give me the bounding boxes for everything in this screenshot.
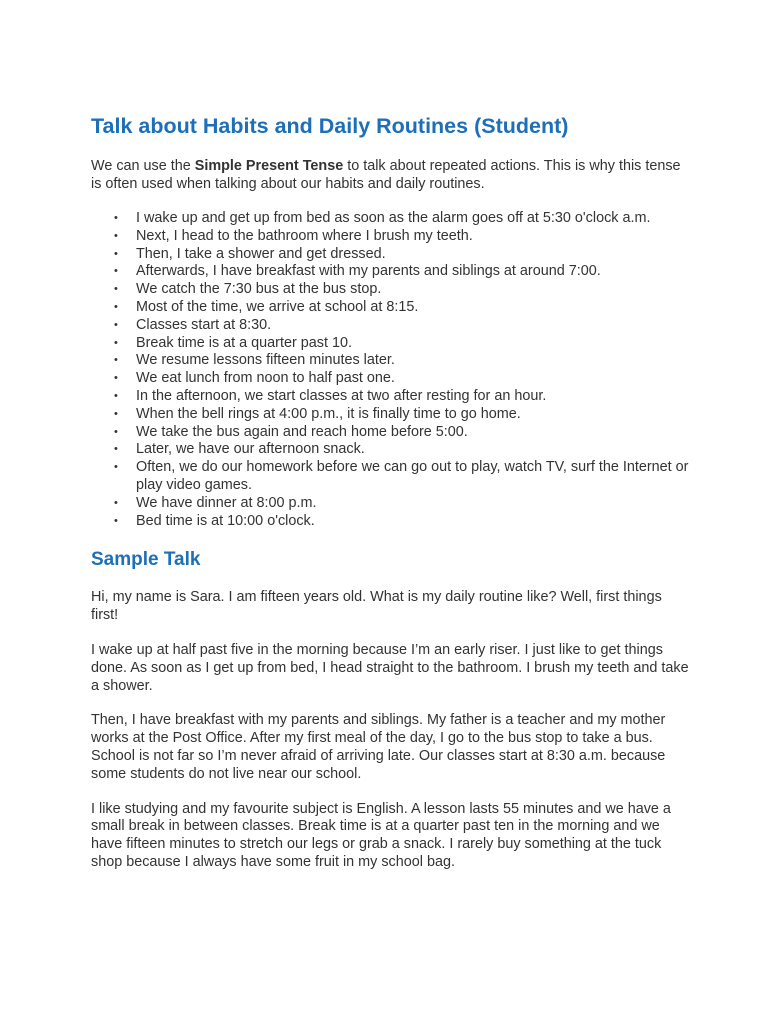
list-item-text: Break time is at a quarter past 10. [136,334,352,351]
list-item-text: Afterwards, I have breakfast with my parents and siblings at around 7:00. [136,263,601,280]
list-item-text: We catch the 7:30 bus at the bus stop. [136,281,382,298]
bullet-icon: • [114,300,118,313]
sample-talk-heading: Sample Talk [91,549,201,571]
list-item [114,263,691,281]
list-item-text: In the afternoon, we start classes at two after resting for an hour. [136,387,547,404]
bullet-icon: • [114,425,118,438]
list-item [114,459,691,495]
list-item-text: We take the bus again and reach home before 5:00. [136,423,468,440]
list-item [114,352,691,370]
intro-paragraph [91,157,691,193]
bullet-icon: • [114,265,118,278]
sample-paragraph: Hi, my name is Sara. I am fifteen years old. What is my daily routine like? Well, first things first! [91,589,662,624]
document-page [91,112,691,872]
intro-text-after: to talk about repeated actions. This is why this tense is often used when talking about our habits and daily routines. [91,158,681,192]
sample-talk-body [91,589,691,871]
sample-paragraph: I wake up at half past five in the morning because I’m an early riser. I just like to get things done. As soon as I get up from bed, I head straight to the bathroom. I brush my teeth and take a shower. [91,641,689,694]
intro-text-before: We can use the [91,158,195,174]
list-item-text: Classes start at 8:30. [136,316,272,333]
bullet-icon: • [114,443,118,456]
bullet-icon: • [114,407,118,420]
bullet-icon: • [114,283,118,296]
list-item-text: We have dinner at 8:00 p.m. [136,494,317,511]
list-item [114,494,691,513]
list-item-text: When the bell rings at 4:00 p.m., it is finally time to go home. [136,405,521,422]
list-item-text: We resume lessons fifteen minutes later. [136,352,395,369]
bullet-icon: • [114,514,118,527]
list-item-text: I wake up and get up from bed as soon as the alarm goes off at 5:30 o'clock a.m. [136,210,651,226]
bullet-icon: • [114,229,118,242]
routine-list [91,210,691,530]
bullet-icon: • [114,354,118,367]
page-title: Talk about Habits and Daily Routines (Student) [91,114,569,138]
list-item-text: Bed time is at 10:00 o'clock. [136,512,315,529]
list-item [114,334,691,353]
list-item-text: Often, we do our homework before we can go out to play, watch TV, surf the Internet or play video games. [136,459,689,493]
list-item [114,316,691,335]
list-item [114,387,691,406]
list-item [114,441,691,459]
list-item-text: Later, we have our afternoon snack. [136,441,365,458]
list-item-text: Most of the time, we arrive at school at 8:15. [136,298,419,315]
bullet-icon: • [114,496,118,509]
bullet-icon: • [114,389,118,402]
sample-paragraph: Then, I have breakfast with my parents and siblings. My father is a teacher and my mother works at the Post Office. After my first meal of the day, I go to the bus stop to take a bus. School is not far so I’m never afraid of arriving late. Our classes start at 8:30 a.m. because some students do not live near our school. [91,712,666,782]
list-item [114,245,691,264]
bullet-icon: • [114,318,118,331]
list-item [114,423,691,442]
list-item [114,281,691,299]
list-item [114,512,691,531]
list-item [114,210,691,228]
bullet-icon: • [114,247,118,260]
list-item-text: Then, I take a shower and get dressed. [136,245,386,262]
list-item-text: We eat lunch from noon to half past one. [136,370,395,387]
sample-paragraph: I like studying and my favourite subject is English. A lesson lasts 55 minutes and we have a small break in between classes. Break time is at a quarter past ten in the morning and we have fifteen minutes to stretch our legs or grab a snack. I rarely buy something at the tuck shop because I always have some fruit in my school bag. [91,800,671,870]
list-item [114,298,691,317]
list-item [114,370,691,388]
list-item [114,227,691,246]
intro-bold-term: Simple Present Tense [194,158,344,174]
list-item [114,405,691,424]
bullet-icon: • [114,212,118,224]
bullet-icon: • [114,336,118,349]
bullet-icon: • [114,372,118,385]
list-item-text: Next, I head to the bathroom where I brush my teeth. [136,227,473,244]
bullet-icon: • [114,461,118,474]
